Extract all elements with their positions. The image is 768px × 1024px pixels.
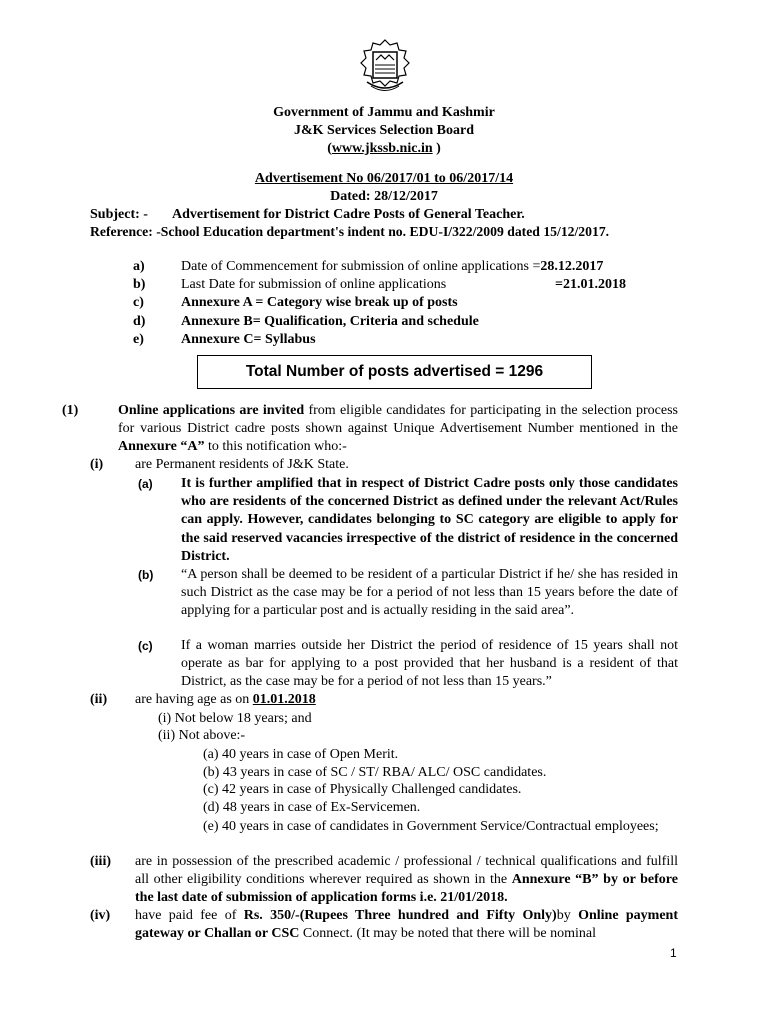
key-item-label: d) (133, 314, 146, 329)
clause-number: (i) (90, 457, 104, 472)
fee-note: Connect. (It may be noted that there will be nominal (299, 926, 597, 942)
sub-clause-label: (a) (138, 477, 153, 491)
subject-text: Advertisement for District Cadre Posts of General Teacher. (172, 207, 525, 222)
clause-text (135, 907, 678, 943)
not-below-line: (i) Not below 18 years; and (158, 711, 312, 726)
age-limit-item: (c) 42 years in case of Physically Challenged candidates. (203, 782, 522, 797)
sub-clause-text: “A person shall be deemed to be resident of a particular District if he/ she has resided in such District as the case may be for a period of not less than 15 years before the date of applying for a particular post and is actually residing in the said area”. (181, 567, 678, 619)
clause-text: are Permanent residents of J&K State. (135, 457, 349, 472)
url-close-paren: ) (432, 141, 441, 156)
subject-label: Subject: - (90, 207, 148, 222)
key-item-text: Last Date for submission of online applications (181, 277, 447, 292)
age-limit-item: (b) 43 years in case of SC / ST/ RBA/ ALC/ OSC candidates. (203, 765, 547, 780)
key-item-label: a) (133, 259, 145, 274)
advertisement-number: Advertisement No 06/2017/01 to 06/2017/14 (254, 171, 514, 186)
clause-number: (iv) (90, 908, 111, 923)
age-intro: are having age as on (135, 692, 253, 707)
page-number: 1 (670, 946, 677, 960)
annexure-b-ref: Annexure “B” (511, 872, 599, 888)
sub-clause-label: (c) (138, 639, 153, 653)
payment-mode: Online payment gateway or Challan or CSC (135, 908, 679, 942)
qualification-text: are in possession of the prescribed academic / professional / technical qualifications and fulfill all other eligibility conditions wherever required as shown in the (135, 854, 678, 888)
clause-text (135, 691, 316, 709)
key-item-text: Annexure C= Syllabus (181, 332, 316, 347)
not-above-line: (ii) Not above:- (158, 728, 246, 743)
clause-number: (iii) (90, 854, 111, 869)
total-posts-box: Total Number of posts advertised = 1296 (197, 355, 592, 389)
board-title: J&K Services Selection Board (293, 123, 475, 138)
government-title: Government of Jammu and Kashmir (273, 105, 495, 120)
website-link[interactable]: www.jkssb.nic.in (331, 141, 433, 156)
section-intro (118, 402, 678, 457)
website-line (0, 140, 768, 158)
intro-text: from eligible candidates for participating in the selection process for various District cadre posts shown against Unique Advertisement Number mentioned in the (118, 403, 678, 437)
annexure-a-ref: Annexure “A” (118, 439, 205, 455)
key-item-text (181, 258, 603, 276)
intro-bold: Online applications are invited (118, 403, 305, 418)
clause-number: (ii) (90, 692, 108, 707)
fee-by: by (556, 908, 579, 923)
qualification-deadline: by or before the last date of submission of application forms i.e. 21/01/2018. (135, 872, 678, 906)
key-item-text: Annexure B= Qualification, Criteria and schedule (181, 314, 479, 329)
key-item-description: Date of Commencement for submission of online applications = (181, 259, 541, 274)
reference-line: Reference: -School Education department's indent no. EDU-I/322/2009 dated 15/12/2017. (90, 224, 610, 239)
fee-intro: have paid fee of (135, 908, 244, 923)
sub-clause-text: If a woman marries outside her District the period of residence of 15 years shall not operate as bar for applying to a post provided that her husband is a resident of that District, as the case may be for a period of not less than 15 years.” (181, 638, 678, 690)
key-item-label: e) (133, 332, 144, 347)
key-item-label: c) (133, 295, 144, 310)
commencement-date: 28.12.2017 (540, 259, 604, 274)
url-open-paren: ( (327, 141, 332, 156)
key-item-text: Annexure A = Category wise break up of posts (181, 295, 458, 310)
last-date: =21.01.2018 (555, 277, 626, 292)
age-limit-item: (e) 40 years in case of candidates in Government Service/Contractual employees; (203, 819, 659, 834)
age-reference-date: 01.01.2018 (252, 692, 316, 707)
sub-clause-text: It is further amplified that in respect of District Cadre posts only those candidates who are residents of the concerned District as defined under the relevant Act/Rules can apply. However, candidates belonging to SC category are eligible to apply for the said reserved vacancies irrespective of the district of residence in the concerned District. (181, 476, 678, 564)
sub-clause-label: (b) (138, 568, 154, 582)
intro-end: to this notification who:- (204, 439, 347, 455)
section-number: (1) (62, 403, 79, 418)
clause-text (135, 853, 678, 908)
key-item-label: b) (133, 277, 146, 292)
fee-amount: Rs. 350/-(Rupees Three hundred and Fifty Only) (243, 908, 557, 923)
jk-emblem-icon (357, 38, 413, 96)
age-limit-item: (a) 40 years in case of Open Merit. (203, 747, 399, 762)
age-limit-item: (d) 48 years in case of Ex-Servicemen. (203, 800, 421, 815)
advertisement-date: Dated: 28/12/2017 (330, 189, 438, 204)
